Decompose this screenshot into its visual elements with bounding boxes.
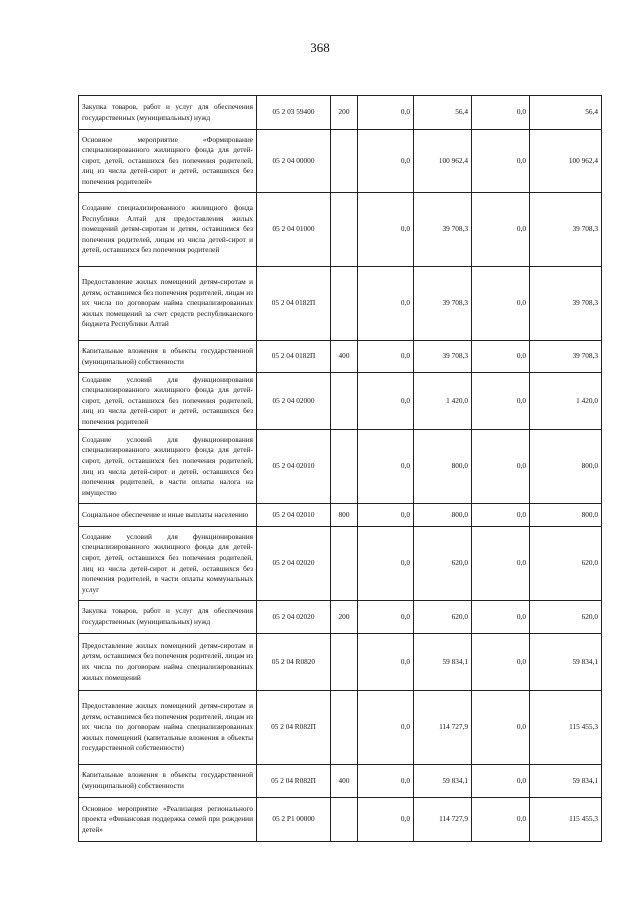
row-expense-type-cell — [331, 798, 358, 842]
row-value-cell: 800,0 — [530, 504, 602, 527]
row-value-cell: 0,0 — [472, 634, 530, 691]
row-code-cell: 05 2 04 02020 — [257, 527, 331, 601]
row-value-cell: 0,0 — [472, 430, 530, 504]
row-value-cell: 0,0 — [472, 373, 530, 430]
row-value-cell: 56,4 — [530, 96, 602, 130]
row-code-cell: 05 2 P1 00000 — [257, 798, 331, 842]
row-value-cell: 1 420,0 — [414, 373, 472, 430]
row-value-cell: 0,0 — [358, 527, 414, 601]
row-name-cell: Предоставление жилых помещений детям-сиротам и детям, оставшимся без попечения родителей, лицам из их числа по договорам найма специализированных жилых помещений (капитальные вложения в объекты государственной собственности) — [79, 691, 257, 765]
row-code-cell: 05 2 04 R082П — [257, 691, 331, 765]
row-value-cell: 620,0 — [414, 527, 472, 601]
row-value-cell: 59 834,1 — [530, 634, 602, 691]
row-expense-type-cell — [331, 527, 358, 601]
row-value-cell: 114 727,9 — [414, 691, 472, 765]
row-value-cell: 620,0 — [414, 601, 472, 634]
table-row — [79, 193, 602, 267]
row-value-cell: 1 420,0 — [530, 373, 602, 430]
row-value-cell: 39 708,3 — [530, 193, 602, 267]
row-value-cell: 0,0 — [358, 634, 414, 691]
row-value-cell: 800,0 — [414, 504, 472, 527]
row-value-cell: 620,0 — [530, 601, 602, 634]
row-value-cell: 0,0 — [472, 267, 530, 341]
row-value-cell: 39 708,3 — [414, 341, 472, 373]
row-value-cell: 0,0 — [472, 527, 530, 601]
row-value-cell: 0,0 — [472, 798, 530, 842]
row-name-cell: Социальное обеспечение и иные выплаты населению — [79, 504, 257, 527]
table-row — [79, 430, 602, 504]
row-value-cell: 115 455,3 — [530, 798, 602, 842]
row-value-cell: 114 727,9 — [414, 798, 472, 842]
row-value-cell: 0,0 — [358, 430, 414, 504]
row-value-cell: 39 708,3 — [414, 193, 472, 267]
row-expense-type-cell: 800 — [331, 504, 358, 527]
row-value-cell: 0,0 — [358, 267, 414, 341]
row-value-cell: 0,0 — [358, 798, 414, 842]
row-value-cell: 0,0 — [472, 691, 530, 765]
row-value-cell: 115 455,3 — [530, 691, 602, 765]
row-value-cell: 100 962,4 — [414, 130, 472, 193]
row-name-cell: Закупка товаров, работ и услуг для обеспечения государственных (муниципальных) нужд — [79, 601, 257, 634]
row-value-cell: 0,0 — [358, 341, 414, 373]
row-value-cell: 39 708,3 — [414, 267, 472, 341]
row-expense-type-cell — [331, 373, 358, 430]
row-value-cell: 0,0 — [472, 96, 530, 130]
row-value-cell: 0,0 — [358, 504, 414, 527]
row-code-cell: 05 2 04 02020 — [257, 601, 331, 634]
row-code-cell: 05 2 04 02010 — [257, 504, 331, 527]
row-name-cell: Капитальные вложения в объекты государственной (муниципальной) собственности — [79, 341, 257, 373]
row-expense-type-cell: 200 — [331, 96, 358, 130]
row-name-cell: Создание условий для функционирования специализированного жилищного фонда для детей-сирот, детей, оставшихся без попечения родителей, лиц из числа детей-сирот и детей, оставшихся без попечения родителей, в части оплаты коммунальных услуг — [79, 527, 257, 601]
row-code-cell: 05 2 04 0182П — [257, 267, 331, 341]
row-code-cell: 05 2 03 59400 — [257, 96, 331, 130]
row-expense-type-cell — [331, 430, 358, 504]
table-row — [79, 504, 602, 527]
row-value-cell: 59 834,1 — [530, 765, 602, 798]
row-code-cell: 05 2 04 02000 — [257, 373, 331, 430]
row-value-cell: 0,0 — [472, 130, 530, 193]
row-code-cell: 05 2 04 R0820 — [257, 634, 331, 691]
table-row — [79, 601, 602, 634]
row-code-cell: 05 2 04 R082П — [257, 765, 331, 798]
row-code-cell: 05 2 04 0182П — [257, 341, 331, 373]
row-expense-type-cell — [331, 634, 358, 691]
row-expense-type-cell: 400 — [331, 765, 358, 798]
table-row — [79, 765, 602, 798]
page-number: 368 — [310, 40, 330, 55]
table-row — [79, 130, 602, 193]
row-value-cell: 100 962,4 — [530, 130, 602, 193]
row-value-cell: 0,0 — [472, 193, 530, 267]
row-value-cell: 0,0 — [358, 193, 414, 267]
row-name-cell: Основное мероприятие «Формирование специализированного жилищного фонда для детей-сирот, детей, оставшихся без попечения родителей, лиц из числа детей-сирот и детей, оставшихся без попечения родителей» — [79, 130, 257, 193]
row-name-cell: Основное мероприятие «Реализация регионального проекта «Финансовая поддержка семей при рождении детей» — [79, 798, 257, 842]
row-name-cell: Капитальные вложения в объекты государственной (муниципальной) собственности — [79, 765, 257, 798]
table-row — [79, 373, 602, 430]
row-value-cell: 0,0 — [472, 765, 530, 798]
row-value-cell: 39 708,3 — [530, 341, 602, 373]
row-name-cell: Создание специализированного жилищного фонда Республики Алтай для предоставления жилых помещений детям-сиротам и детям, оставшимся без попечения родителей, лицам из числа детей-сирот и детей, оставшихся без попечения родителей — [79, 193, 257, 267]
row-value-cell: 0,0 — [358, 765, 414, 798]
table-row — [79, 691, 602, 765]
row-value-cell: 0,0 — [472, 504, 530, 527]
table-row — [79, 798, 602, 842]
row-name-cell: Предоставление жилых помещений детям-сиротам и детям, оставшимся без попечения родителей, лицам из их числа по договорам найма специализированных жилых помещений за счет средств республиканского бюджета Республики Алтай — [79, 267, 257, 341]
row-expense-type-cell: 200 — [331, 601, 358, 634]
row-expense-type-cell — [331, 267, 358, 341]
row-value-cell: 39 708,3 — [530, 267, 602, 341]
row-expense-type-cell — [331, 691, 358, 765]
row-value-cell: 0,0 — [358, 373, 414, 430]
row-value-cell: 800,0 — [530, 430, 602, 504]
table-row — [79, 634, 602, 691]
row-expense-type-cell — [331, 130, 358, 193]
row-code-cell: 05 2 04 00000 — [257, 130, 331, 193]
row-name-cell: Создание условий для функционирования специализированного жилищного фонда для детей-сирот, детей, оставшихся без попечения родителей, лиц из числа детей-сирот и детей, оставшихся без попечения родителей — [79, 373, 257, 430]
row-expense-type-cell: 400 — [331, 341, 358, 373]
budget-table — [78, 95, 602, 842]
row-name-cell: Закупка товаров, работ и услуг для обеспечения государственных (муниципальных) нужд — [79, 96, 257, 130]
row-value-cell: 0,0 — [358, 601, 414, 634]
table-row — [79, 341, 602, 373]
row-name-cell: Создание условий для функционирования специализированного жилищного фонда для детей-сирот, детей, оставшихся без попечения родителей, лиц из числа детей-сирот и детей, оставшихся без попечения родителей, в части оплаты налога на имущество — [79, 430, 257, 504]
row-value-cell: 620,0 — [530, 527, 602, 601]
row-name-cell: Предоставление жилых помещений детям-сиротам и детям, оставшимся без попечения родителей, лицам из их числа по договорам найма специализированных жилых помещений — [79, 634, 257, 691]
row-value-cell: 59 834,1 — [414, 634, 472, 691]
table-row — [79, 96, 602, 130]
row-value-cell: 56,4 — [414, 96, 472, 130]
row-code-cell: 05 2 04 01000 — [257, 193, 331, 267]
table-row — [79, 527, 602, 601]
row-value-cell: 0,0 — [358, 130, 414, 193]
row-code-cell: 05 2 04 02010 — [257, 430, 331, 504]
row-value-cell: 0,0 — [472, 341, 530, 373]
row-value-cell: 0,0 — [472, 601, 530, 634]
row-expense-type-cell — [331, 193, 358, 267]
row-value-cell: 0,0 — [358, 691, 414, 765]
row-value-cell: 0,0 — [358, 96, 414, 130]
row-value-cell: 59 834,1 — [414, 765, 472, 798]
row-value-cell: 800,0 — [414, 430, 472, 504]
table-body — [79, 96, 602, 842]
table-row — [79, 267, 602, 341]
